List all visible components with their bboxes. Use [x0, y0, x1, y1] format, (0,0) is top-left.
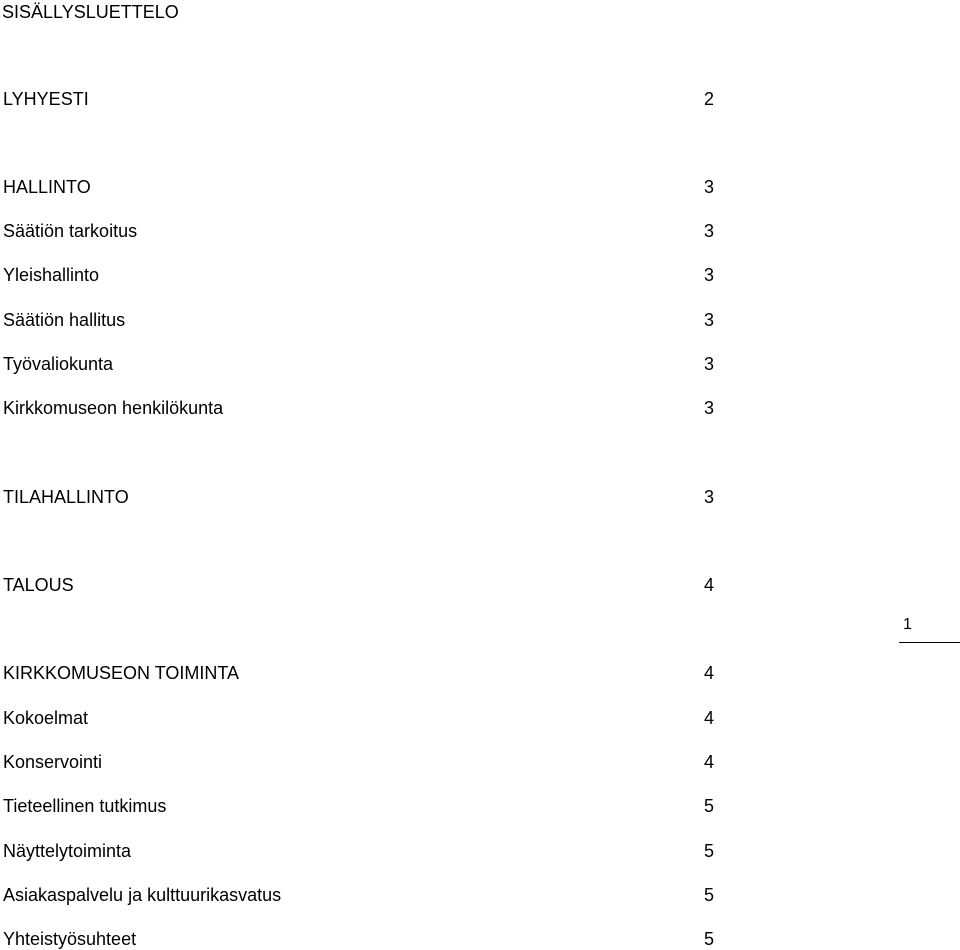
toc-entry-asiakaspalvelu: Asiakaspalvelu ja kulttuurikasvatus [3, 885, 282, 905]
page-number: 1 [903, 616, 912, 633]
toc-entry-yhteistyosuhteet: Yhteistyösuhteet [3, 929, 137, 949]
toc-page-number: 5 [704, 929, 715, 949]
toc-entry-talous: TALOUS [3, 575, 74, 595]
toc-page-number: 4 [704, 575, 715, 595]
document-title: SISÄLLYSLUETTELO [2, 2, 179, 22]
toc-entry-saation-hallitus: Säätiön hallitus [3, 310, 126, 330]
toc-page-number: 5 [704, 841, 715, 861]
toc-page-number: 4 [704, 663, 715, 683]
toc-entry-tieteellinen-tutkimus: Tieteellinen tutkimus [3, 796, 167, 816]
toc-entry-tyovaliokunta: Työvaliokunta [3, 354, 114, 374]
toc-page-number: 2 [704, 89, 715, 109]
toc-page-number: 5 [704, 796, 715, 816]
toc-page-number: 4 [704, 708, 715, 728]
toc-entry-hallinto: HALLINTO [3, 177, 91, 197]
toc-page-number: 3 [704, 310, 715, 330]
toc-page-number: 3 [704, 487, 715, 507]
toc-page-number: 3 [704, 221, 715, 241]
toc-page-number: 3 [704, 265, 715, 285]
toc-entry-kokoelmat: Kokoelmat [3, 708, 89, 728]
toc-page-number: 5 [704, 885, 715, 905]
toc-entry-yleishallinto: Yleishallinto [3, 265, 100, 285]
page-number-marker [899, 614, 960, 643]
toc-page-number: 4 [704, 752, 715, 772]
toc-page-number: 3 [704, 177, 715, 197]
toc-entry-nayttelytoiminta: Näyttelytoiminta [3, 841, 132, 861]
toc-entry-kirkkomuseon-henkilokunta: Kirkkomuseon henkilökunta [3, 398, 224, 418]
toc-entry-konservointi: Konservointi [3, 752, 103, 772]
toc-page-number: 3 [704, 398, 715, 418]
toc-entry-kirkkomuseon-toiminta: KIRKKOMUSEON TOIMINTA [3, 663, 240, 683]
toc-entry-saation-tarkoitus: Säätiön tarkoitus [3, 221, 138, 241]
toc-entry-lyhyesti: LYHYESTI [3, 89, 89, 109]
toc-page-number: 3 [704, 354, 715, 374]
toc-entry-tilahallinto: TILAHALLINTO [3, 487, 129, 507]
